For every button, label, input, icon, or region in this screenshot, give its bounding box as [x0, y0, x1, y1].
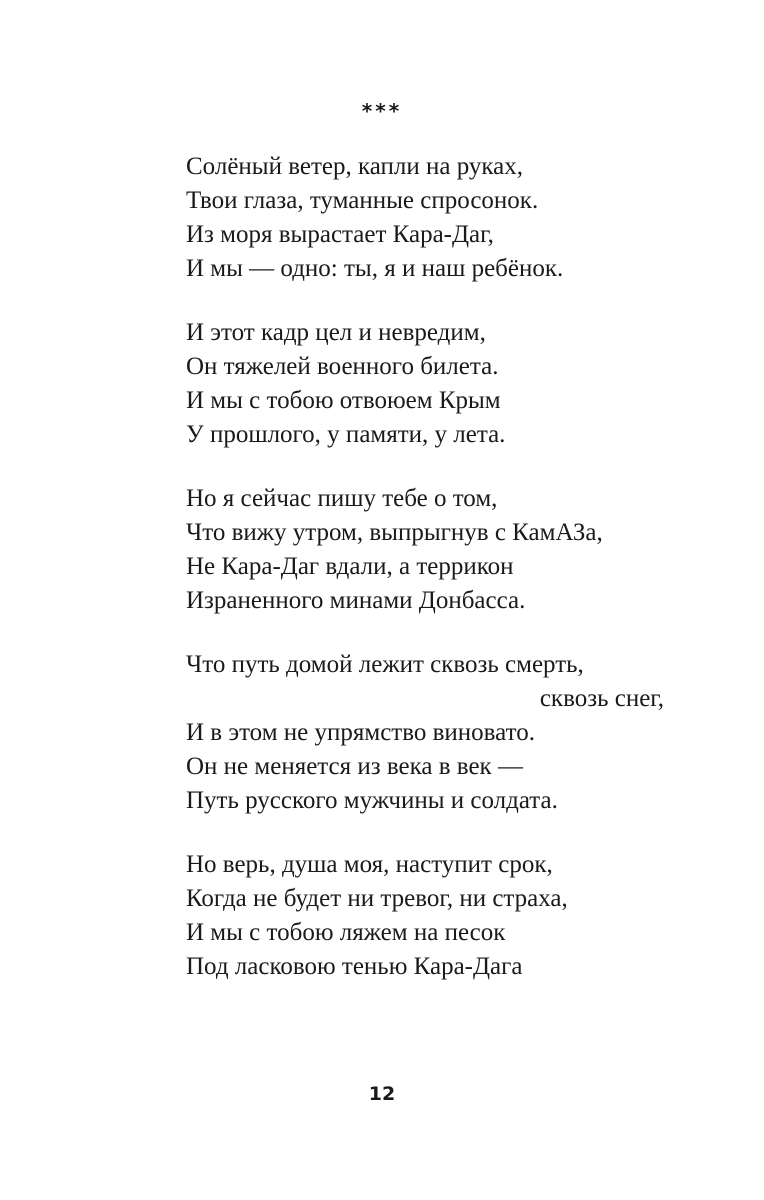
poem-line: И в этом не упрямство виновато.: [186, 719, 535, 746]
poem-line: Что путь домой лежит сквозь смерть,: [186, 651, 584, 678]
stanza-5: [186, 848, 664, 984]
poem-line: Твои глаза, туманные спросонок.: [186, 187, 539, 214]
stanza-2: [186, 316, 664, 452]
stanza-3: [186, 482, 664, 618]
poem-line: Израненного минами Донбасса.: [186, 587, 526, 614]
poem-line: Но верь, душа моя, наступит срок,: [186, 851, 553, 878]
poem-line: Путь русского мужчины и солдата.: [186, 787, 558, 814]
poem-line-continuation: сквозь снег,: [539, 685, 664, 712]
poem-line: Что вижу утром, выпрыгнув с КамАЗа,: [186, 519, 603, 546]
poem-line: Солёный ветер, капли на руках,: [186, 153, 524, 180]
section-marker: ***: [361, 99, 403, 123]
poem-line: И мы — одно: ты, я и наш ребёнок.: [186, 255, 564, 282]
poem-line: Под ласковою тенью Кара-Дага: [186, 953, 523, 980]
poem-line: Он не меняется из века в век —: [186, 753, 523, 780]
poem-line: Когда не будет ни тревог, ни страха,: [186, 885, 568, 912]
poem-body: [186, 150, 664, 1014]
poem-line: Но я сейчас пишу тебе о том,: [186, 485, 498, 512]
poem-line: Не Кара-Даг вдали, а террикон: [186, 553, 514, 580]
poem-line: И мы с тобою ляжем на песок: [186, 919, 506, 946]
stanza-4: [186, 648, 664, 818]
poem-line: И мы с тобою отвоюем Крым: [186, 387, 501, 414]
poem-line: Он тяжелей военного билета.: [186, 353, 499, 380]
stanza-1: [186, 150, 664, 286]
poem-line: И этот кадр цел и невредим,: [186, 319, 486, 346]
page-number: 12: [368, 1083, 396, 1105]
poem-line: У прошлого, у памяти, у лета.: [186, 421, 506, 448]
poem-line: Из моря вырастает Кара-Даг,: [186, 221, 494, 248]
